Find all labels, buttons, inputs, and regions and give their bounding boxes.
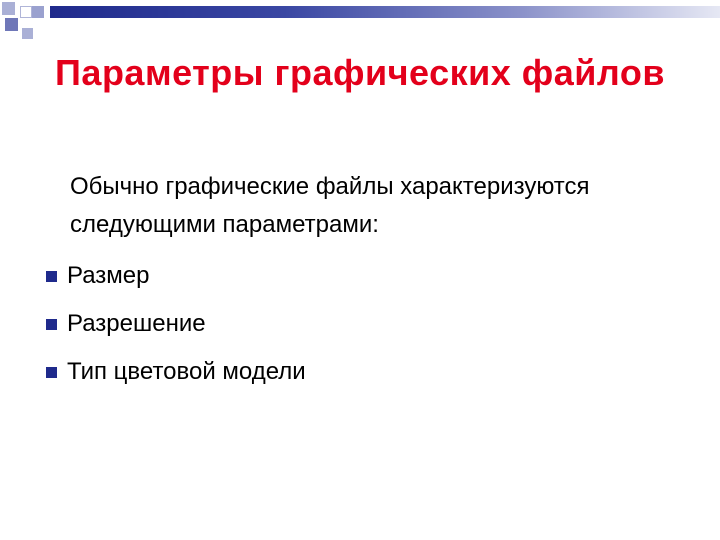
list-item: [46, 252, 666, 300]
slide-body: [46, 168, 666, 396]
slide-title: Параметры графических файлов: [55, 52, 665, 93]
intro-text: Обычно графические файлы характеризуются следующими параметрами:: [70, 173, 590, 238]
list-item: [46, 300, 666, 348]
bullet-label: Тип цветовой модели: [67, 358, 306, 385]
bullet-label: Разрешение: [67, 310, 206, 337]
decor-square: [32, 6, 44, 18]
square-bullet-icon: [46, 367, 57, 378]
decor-square: [5, 18, 18, 31]
decor-square: [22, 28, 33, 39]
header-decoration: [0, 0, 720, 48]
square-bullet-icon: [46, 271, 57, 282]
square-bullet-icon: [46, 319, 57, 330]
bullet-list: [46, 252, 666, 396]
decor-square: [20, 6, 32, 18]
list-item: [46, 348, 666, 396]
bullet-label: Размер: [67, 262, 150, 289]
decor-square: [2, 2, 15, 15]
header-gradient-bar: [50, 6, 720, 18]
